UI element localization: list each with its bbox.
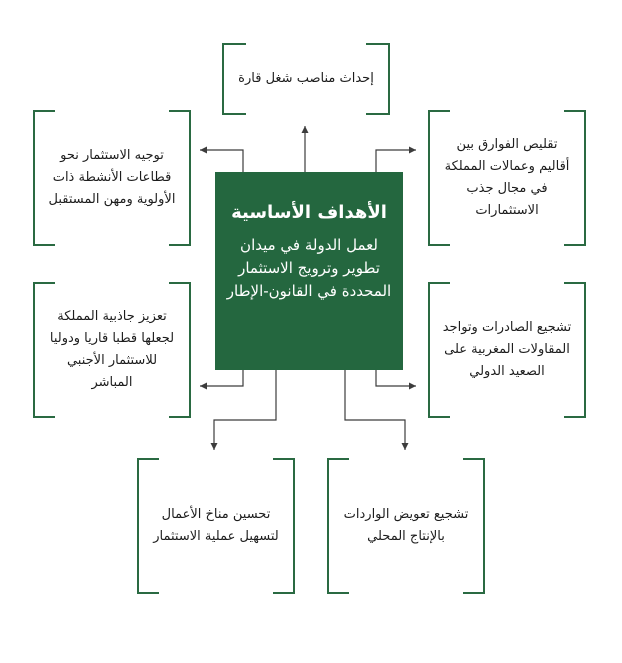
goal-text-top: إحداث مناصب شغل قارة (238, 71, 374, 86)
goal-text-upper-right: تقليص الفوارق بين أقاليم وعمالات المملكة في مجال جذب الاستثمارات (444, 137, 570, 218)
goal-text-upper-left: توجيه الاستثمار نحو قطاعات الأنشطة ذات الأولوية ومهن المستقبل (48, 148, 176, 207)
goal-card-upper-left (33, 110, 191, 246)
connector-upper-right (376, 150, 416, 172)
core-goals-title: الأهداف الأساسية (231, 202, 387, 223)
goal-text-bottom-left: تحسين مناخ الأعمال لتسهيل عملية الاستثمار (153, 507, 279, 544)
connector-bottom-left (214, 370, 276, 450)
goal-card-lower-right (428, 282, 586, 418)
connector-bottom-right (345, 370, 405, 450)
goal-card-bottom-left (137, 458, 295, 594)
goal-card-top (222, 43, 390, 115)
core-goals-box (215, 172, 403, 370)
goal-text-lower-left: تعزيز جاذبية المملكة لجعلها قطبا قاريا ودوليا للاستثمار الأجنبي المباشر (49, 309, 175, 390)
goal-text-lower-right: تشجيع الصادرات وتواجد المقاولات المغربية على الصعيد الدولي (442, 320, 572, 379)
goal-card-upper-right (428, 110, 586, 246)
goal-text-bottom-right: تشجيع تعويض الواردات بالإنتاج المحلي (343, 507, 469, 544)
goal-card-lower-left (33, 282, 191, 418)
connector-lower-right (376, 370, 416, 386)
core-goals-description: لعمل الدولة في ميدان تطوير وترويج الاستثمار المحددة في القانون-الإطار (226, 236, 392, 300)
goal-card-bottom-right (327, 458, 485, 594)
connector-lower-left (200, 370, 243, 386)
connector-upper-left (200, 150, 243, 172)
